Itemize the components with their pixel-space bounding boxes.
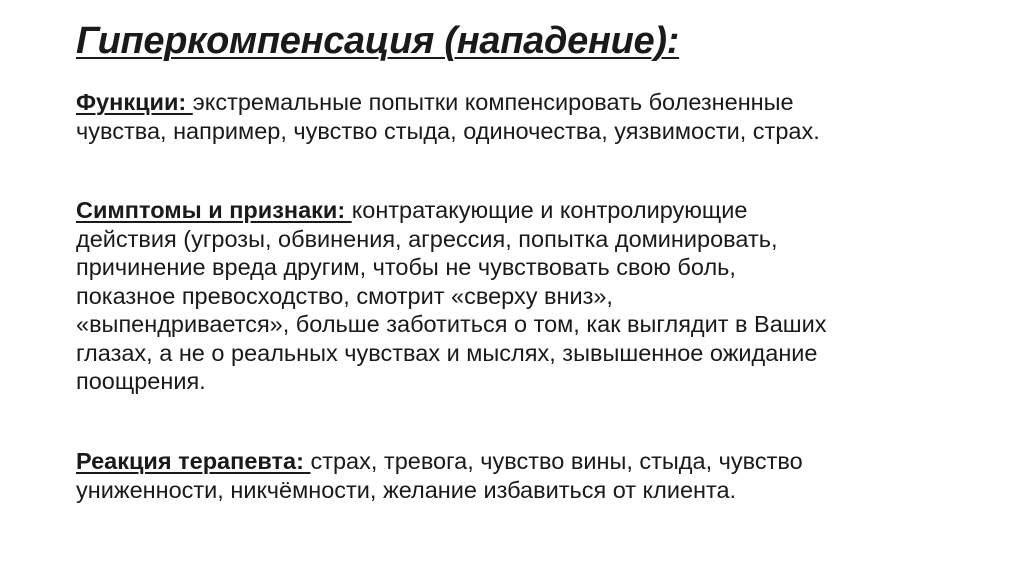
functions-paragraph <box>76 88 956 145</box>
symptoms-text-5: «выпендривается», больше заботиться о том, как выглядит в Ваших <box>76 311 827 337</box>
symptoms-text-1: контратакующие и контролирующие <box>351 197 748 223</box>
symptoms-text-4: показное превосходство, смотрит «сверху вниз», <box>76 282 613 309</box>
reaction-text-2: униженности, никчёмности, желание избавиться от клиента. <box>76 476 737 503</box>
functions-text-1: экстремальные попытки компенсировать болезненные <box>192 89 794 115</box>
symptoms-line-1 <box>76 196 956 225</box>
reaction-line-1 <box>76 447 956 476</box>
functions-text-2: чувства, например, чувство стыда, одиночества, уязвимости, страх. <box>76 117 820 144</box>
symptoms-text-6: глазах, а не о реальных чувствах и мыслях, зывышенное ожидание <box>76 339 818 366</box>
reaction-label: Реакция терапевта: <box>76 448 311 474</box>
symptoms-label: Симптомы и признаки: <box>76 197 352 223</box>
symptoms-text-7: поощрения. <box>76 368 206 394</box>
therapist-reaction-paragraph <box>76 447 956 504</box>
functions-line-1 <box>76 88 956 117</box>
reaction-text-1: страх, тревога, чувство вины, стыда, чувство <box>310 448 803 474</box>
symptoms-paragraph <box>76 196 956 396</box>
functions-label: Функции: <box>76 89 193 115</box>
symptoms-text-2: действия (угрозы, обвинения, агрессия, попытка доминировать, <box>76 225 778 252</box>
symptoms-text-3: причинение вреда другим, чтобы не чувствовать свою боль, <box>76 254 736 280</box>
slide-title: Гиперкомпенсация (нападение): <box>76 20 680 62</box>
